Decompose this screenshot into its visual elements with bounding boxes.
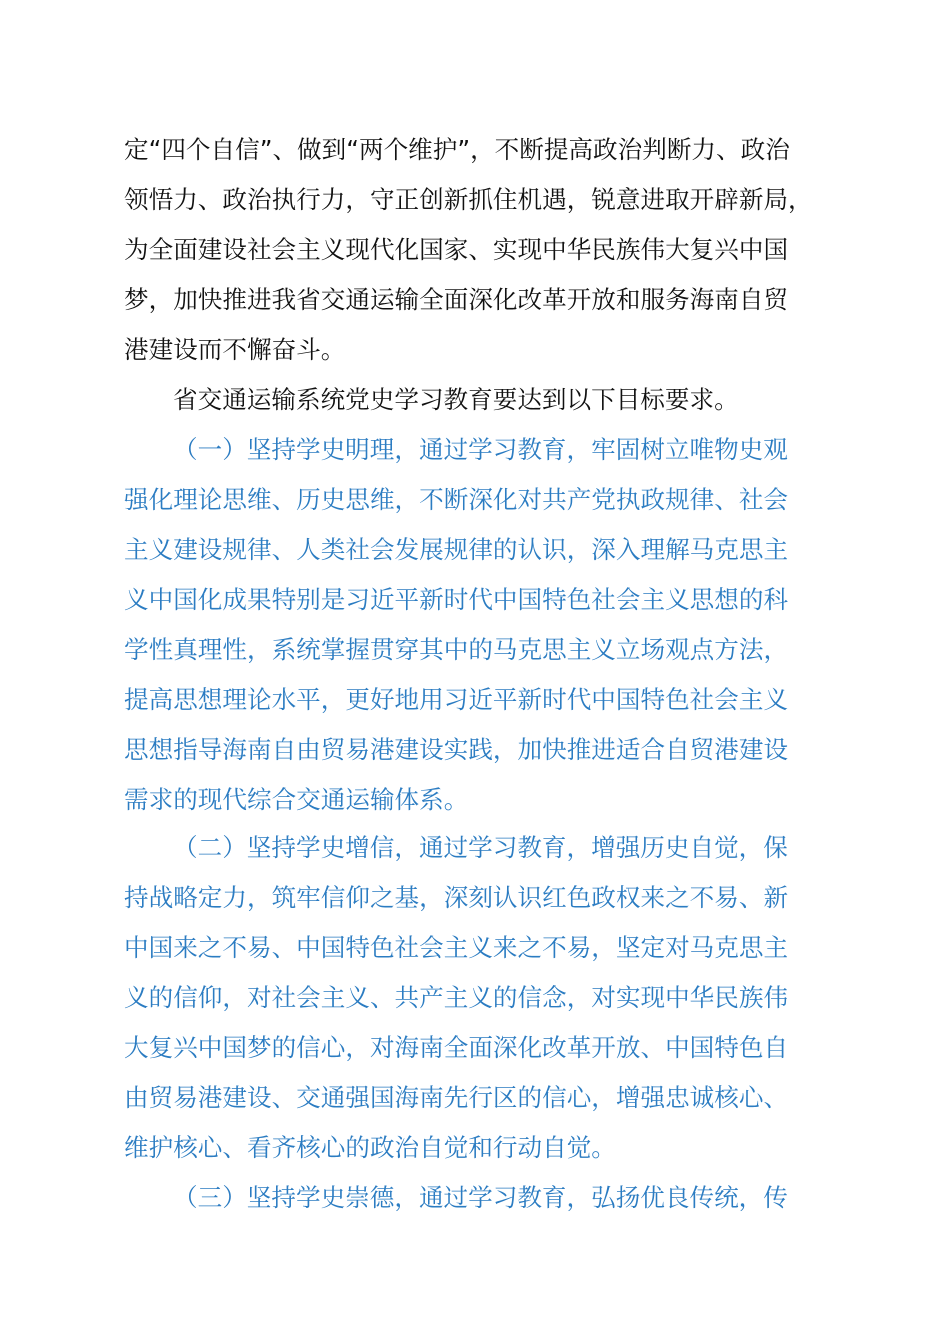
text-line: 需求的现代综合交通运输体系。 xyxy=(124,785,469,814)
text-line: 中国来之不易、中国特色社会主义来之不易，坚定对马克思主 xyxy=(124,933,789,962)
text-line: 梦，加快推进我省交通运输全面深化改革开放和服务海南自贸 xyxy=(124,285,789,314)
text-line: 领悟力、政治执行力，守正创新抓住机遇，锐意进取开辟新局， xyxy=(124,185,813,214)
text-line: 学性真理性，系统掌握贯穿其中的马克思主义立场观点方法， xyxy=(124,635,789,664)
text-line: 强化理论思维、历史思维，不断深化对共产党执政规律、社会 xyxy=(124,485,789,514)
text-line: 思想指导海南自由贸易港建设实践，加快推进适合自贸港建设 xyxy=(124,735,789,764)
text-line: （三）坚持学史崇德，通过学习教育，弘扬优良传统，传 xyxy=(173,1183,788,1212)
text-line: 为全面建设社会主义现代化国家、实现中华民族伟大复兴中国 xyxy=(124,235,789,264)
text-line: （一）坚持学史明理，通过学习教育，牢固树立唯物史观 xyxy=(173,435,788,464)
text-line: 主义建设规律、人类社会发展规律的认识，深入理解马克思主 xyxy=(124,535,789,564)
text-line: 由贸易港建设、交通强国海南先行区的信心，增强忠诚核心、 xyxy=(124,1083,789,1112)
text-line: 港建设而不懈奋斗。 xyxy=(124,335,346,364)
text-line: 持战略定力，筑牢信仰之基，深刻认识红色政权来之不易、新 xyxy=(124,883,789,912)
text-line: 大复兴中国梦的信心，对海南全面深化改革开放、中国特色自 xyxy=(124,1033,789,1062)
text-line: 省交通运输系统党史学习教育要达到以下目标要求。 xyxy=(173,385,739,414)
text-line: 定“四个自信”、做到“两个维护”，不断提高政治判断力、政治 xyxy=(124,135,790,164)
text-line: 义的信仰，对社会主义、共产主义的信念，对实现中华民族伟 xyxy=(124,983,789,1012)
text-line: 提高思想理论水平，更好地用习近平新时代中国特色社会主义 xyxy=(124,685,789,714)
text-line: 义中国化成果特别是习近平新时代中国特色社会主义思想的科 xyxy=(124,585,789,614)
text-line: 维护核心、看齐核心的政治自觉和行动自觉。 xyxy=(124,1133,616,1162)
text-line: （二）坚持学史增信，通过学习教育，增强历史自觉，保 xyxy=(173,833,788,862)
